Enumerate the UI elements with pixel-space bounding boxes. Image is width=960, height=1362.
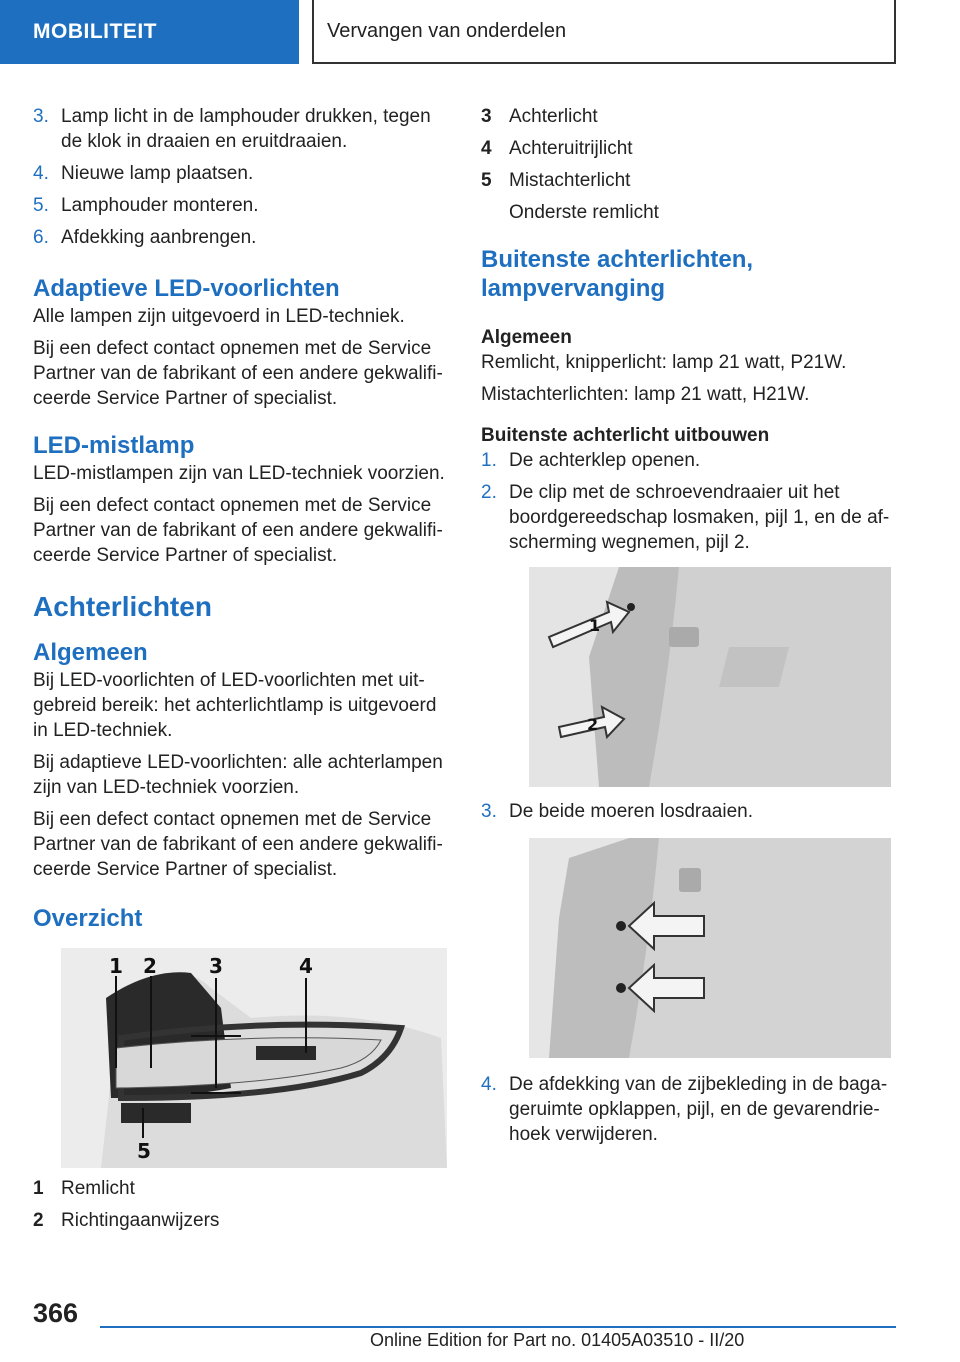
legend-number: 4 (481, 138, 492, 159)
step-item (481, 1072, 896, 1147)
right-column (481, 104, 896, 1154)
step-item (481, 480, 896, 555)
step-text: Lamp licht in de lamphouder drukken, tegen de klok in draaien en eruitdraaien. (61, 106, 431, 152)
step-number: 4. (481, 1074, 497, 1095)
trunk-figure-1 (529, 567, 891, 787)
rear-light-illustration (61, 948, 447, 1168)
figure-label-5: 5 (137, 1139, 151, 1163)
general-paragraph-1: Remlicht, knipperlicht: lamp 21 watt, P21W. (481, 352, 847, 373)
step-item (33, 161, 448, 186)
general-paragraph-2: Bij adaptieve LED-voorlichten: alle achterlampen zijn van LED-techniek voorzien. (33, 752, 443, 798)
outer-lights-heading: Buitenste achterlichten, lampvervanging (481, 246, 754, 302)
fog-paragraph-2: Bij een defect contact opnemen met de Service Partner van de fabrikant of een andere gekwalifi-ceerde Service Partner of specialist. (33, 495, 443, 566)
legend-number: 1 (33, 1178, 44, 1199)
trunk-nuts-illustration (529, 838, 891, 1058)
left-column (33, 104, 448, 1240)
step-number: 3. (481, 801, 497, 822)
legend-number: 2 (33, 1210, 44, 1231)
general-subheading: Algemeen (481, 327, 572, 348)
edition-note: Online Edition for Part no. 01405A03510 - II/20 (370, 1330, 745, 1350)
legend-text: Achterlicht (509, 106, 598, 127)
figure-label-1: 1 (109, 954, 123, 978)
step-item (33, 225, 448, 250)
step-number: 6. (33, 227, 49, 248)
legend-item (33, 1176, 448, 1201)
section-label: MOBILITEIT (33, 20, 157, 43)
removal-heading: Buitenste achterlicht uitbouwen (481, 425, 770, 446)
rear-light-figure (61, 948, 447, 1168)
step-number: 1. (481, 450, 497, 471)
trunk-figure-2 (529, 838, 891, 1058)
figure-label-3: 3 (209, 954, 223, 978)
chapter-header (312, 0, 896, 64)
step-text: De afdekking van de zijbekleding in de baga-geruimte opklappen, pijl, en de gevarendrie-hoek verwijderen. (509, 1074, 888, 1145)
step-text: Nieuwe lamp plaatsen. (61, 163, 254, 184)
chapter-title: Vervangen van onderdelen (327, 19, 567, 42)
step-text: De clip met de schroevendraaier uit het boordgereedschap losmaken, pijl 1, en de af-scherming wegnemen, pijl 2. (509, 482, 890, 553)
legend-item (481, 136, 896, 161)
section-tab (0, 0, 299, 64)
step-item (33, 193, 448, 218)
figure-label-2: 2 (143, 954, 157, 978)
step-number: 2. (481, 482, 497, 503)
general-paragraph-1: Bij LED-voorlichten of LED-voorlichten met uit-gebreid bereik: het achterlichtlamp is uitgevoerd in LED-techniek. (33, 670, 437, 741)
legend-text: Richtingaanwijzers (61, 1210, 220, 1231)
trunk-clip-illustration (529, 567, 891, 787)
legend-number: 5 (481, 170, 492, 191)
legend-item (481, 168, 896, 193)
arrow-label-1: 1 (589, 616, 601, 635)
figure-label-4: 4 (299, 954, 313, 978)
step-number: 3. (33, 106, 49, 127)
fog-heading: LED-mistlamp (33, 432, 195, 459)
step-text: De achterklep openen. (509, 450, 701, 471)
legend-item (33, 1208, 448, 1233)
step-text: De beide moeren losdraaien. (509, 801, 753, 822)
adaptive-heading: Adaptieve LED-voorlichten (33, 275, 340, 302)
adaptive-paragraph-1: Alle lampen zijn uitgevoerd in LED-techniek. (33, 306, 405, 327)
step-number: 4. (33, 163, 49, 184)
general-heading: Algemeen (33, 639, 148, 666)
step-number: 5. (33, 195, 49, 216)
fog-paragraph-1: LED-mistlampen zijn van LED-techniek voorzien. (33, 463, 445, 484)
legend-number: 3 (481, 106, 492, 127)
adaptive-paragraph-2: Bij een defect contact opnemen met de Service Partner van de fabrikant of een andere gekwalifi-ceerde Service Partner of specialist. (33, 338, 443, 409)
step-item (33, 104, 448, 154)
legend-text: Remlicht (61, 1178, 135, 1199)
page-number: 366 (33, 1298, 79, 1328)
rear-lights-heading: Achterlichten (33, 591, 212, 622)
step-item (481, 448, 896, 473)
legend-text: Mistachterlicht (509, 170, 631, 191)
general-paragraph-3: Bij een defect contact opnemen met de Service Partner van de fabrikant of een andere gekwalifi-ceerde Service Partner of specialist. (33, 809, 443, 880)
overview-heading: Overzicht (33, 905, 143, 932)
legend-extra: Onderste remlicht (509, 202, 659, 223)
general-paragraph-2: Mistachterlichten: lamp 21 watt, H21W. (481, 384, 810, 405)
footer-divider (100, 1326, 896, 1328)
legend-item (481, 104, 896, 129)
step-text: Afdekking aanbrengen. (61, 227, 257, 248)
step-item (481, 799, 896, 824)
legend-text: Achteruitrijlicht (509, 138, 633, 159)
arrow-label-2: 2 (587, 715, 599, 734)
step-text: Lamphouder monteren. (61, 195, 259, 216)
